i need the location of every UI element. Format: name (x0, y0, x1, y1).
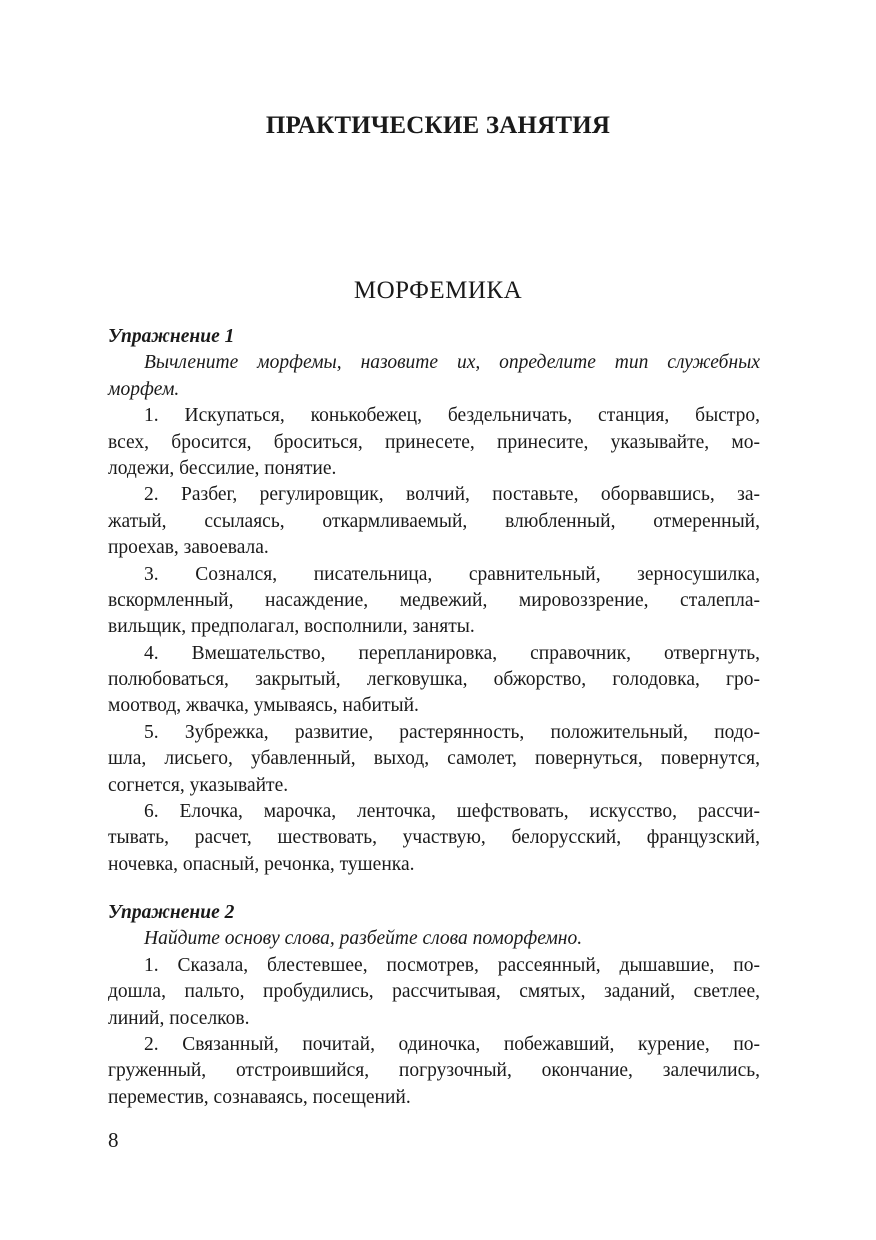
page-title: ПРАКТИЧЕСКИЕ ЗАНЯТИЯ (265, 112, 611, 139)
text-line: жатый, ссылаясь, откармливаемый, влюбленный, отмеренный, (108, 510, 760, 532)
text-line: шла, лисьего, убавленный, выход, самолет, повернуться, повернутся, (108, 748, 760, 770)
text-line: 5. Зубрежка, развитие, растерянность, положительный, подо- (144, 721, 760, 743)
exercise-item (108, 562, 760, 641)
text-line: моотвод, жвачка, умываясь, набитый. (108, 695, 419, 717)
text-line: морфем. (108, 378, 180, 400)
text-line: согнется, указывайте. (108, 774, 289, 796)
text-line: линий, поселков. (108, 1007, 250, 1029)
exercise-heading: Упражнение 1 (108, 326, 235, 347)
text-line: 2. Разбег, регулировщик, волчий, поставьте, оборвавшись, за- (144, 484, 760, 506)
text-line: ночевка, опасный, речонка, тушенка. (108, 853, 415, 875)
text-line: полюбоваться, закрытый, легковушка, обжорство, голодовка, гро- (108, 669, 760, 691)
text-line: 6. Елочка, марочка, ленточка, шефствовать, искусство, рассчи- (144, 801, 760, 823)
text-line: вильщик, предполагал, восполнили, заняты. (108, 616, 475, 638)
text-line: 4. Вмешательство, перепланировка, справочник, отвергнуть, (144, 642, 760, 664)
text-line: переместив, сознаваясь, посещений. (108, 1086, 411, 1108)
exercise-task (108, 350, 760, 403)
section-title: МОРФЕМИКА (353, 277, 523, 304)
text-line: тывать, расчет, шествовать, участвую, белорусский, французский, (108, 827, 760, 849)
text-line: лодежи, бессилие, понятие. (108, 457, 337, 479)
text-line: 3. Сознался, писательница, сравнительный, зерносушилка, (144, 563, 760, 585)
text-line: 2. Связанный, почитай, одиночка, побежавший, курение, по- (144, 1033, 760, 1055)
text-line: 1. Сказала, блестевшее, посмотрев, рассеянный, дышавшие, по- (144, 954, 760, 976)
exercise-heading: Упражнение 2 (108, 902, 235, 923)
exercise-item (108, 720, 760, 799)
exercise-item (108, 799, 760, 878)
exercise-item (108, 403, 760, 482)
exercise-task (108, 926, 760, 952)
exercise-item (108, 641, 760, 720)
text-line: Вычлените морфемы, назовите их, определите тип служебных (144, 352, 760, 374)
exercise-item (108, 953, 760, 1032)
text-line: Найдите основу слова, разбейте слова поморфемно. (144, 928, 583, 950)
text-line: вскормленный, насаждение, медвежий, мировоззрение, сталепла- (108, 589, 760, 611)
exercise-1 (108, 324, 760, 878)
text-line: дошла, пальто, пробудились, рассчитывая, смятых, заданий, светлее, (108, 981, 760, 1003)
text-line: 1. Искупаться, конькобежец, бездельничать, станция, быстро, (144, 405, 760, 427)
page-number: 8 (108, 1128, 119, 1152)
exercise-item (108, 1032, 760, 1111)
text-line: всех, бросится, броситься, принесете, принесите, указывайте, мо- (108, 431, 760, 453)
exercise-2 (108, 900, 760, 1111)
exercise-item (108, 482, 760, 561)
text-line: проехав, завоевала. (108, 537, 269, 559)
text-line: груженный, отстроившийся, погрузочный, окончание, залечились, (108, 1060, 760, 1082)
